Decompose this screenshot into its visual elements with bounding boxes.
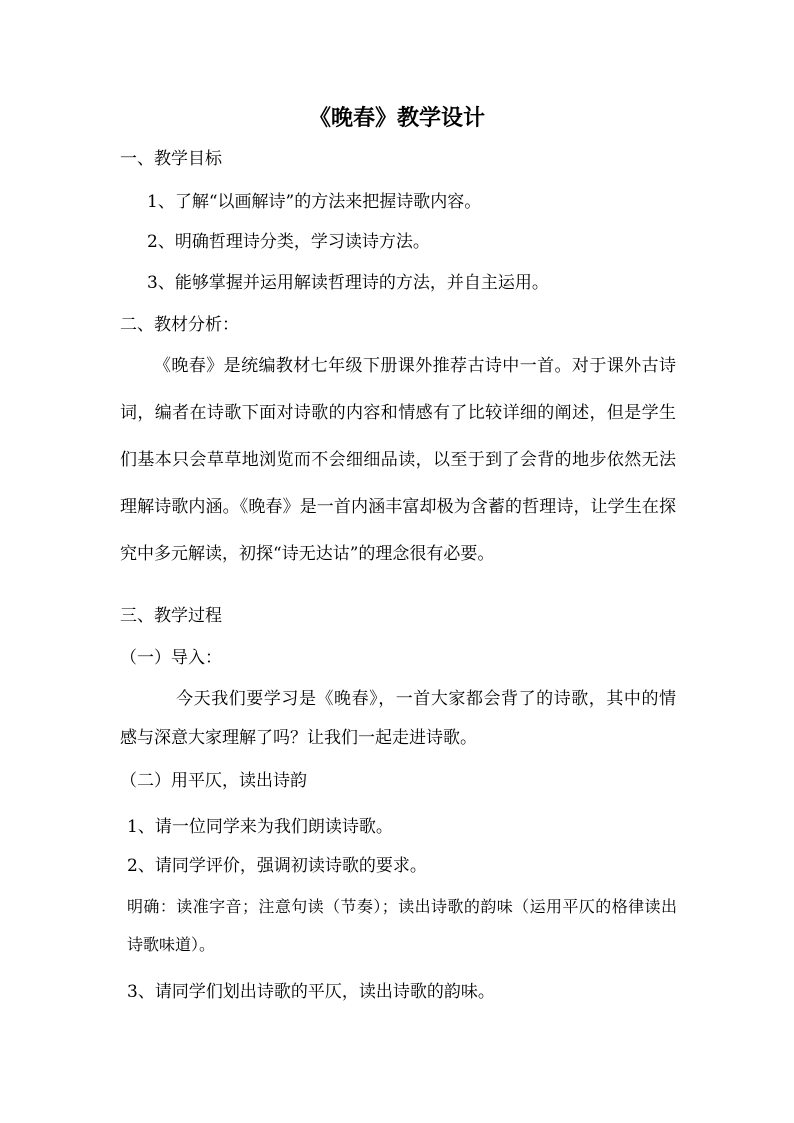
reading-note: 明确：读准字音；注意句读（节奏）；读出诗歌的韵味（运用平仄的格律读出诗歌味道）。	[127, 897, 677, 954]
objective-item-1: 1、了解“以画解诗”的方法来把握诗歌内容。	[147, 192, 482, 212]
objective-item-2: 2、明确哲理诗分类，学习读诗方法。	[147, 232, 430, 252]
objective-item-3: 3、能够掌握并运用解读哲理诗的方法，并自主运用。	[147, 273, 549, 293]
subsection-heading-reading: （二）用平仄，读出诗韵	[120, 771, 307, 791]
reading-item-2: 2、请同学评价，强调初读诗歌的要求。	[127, 856, 427, 876]
document-title: 《晚春》教学设计	[308, 105, 485, 131]
section-heading-analysis: 二、教材分析：	[120, 315, 239, 335]
section-heading-objectives: 一、教学目标	[120, 149, 222, 169]
analysis-paragraph: 《晚春》是统编教材七年级下册课外推荐古诗中一首。对于课外古诗词，编者在诗歌下面对诗歌的内容和情感有了比较详细的阐述，但是学生们基本只会草草地浏览而不会细细品读，以至于到了会背的地步依然无法理解诗歌内涵。《晚春》是一首内涵丰富却极为含蓄的哲理诗，让学生在探究中多元解读，初探“诗无达诂”的理念很有必要。	[120, 356, 676, 564]
intro-paragraph: 今天我们要学习是《晚春》，一首大家都会背了的诗歌，其中的情感与深意大家理解了吗？让我们一起走进诗歌。	[120, 689, 676, 748]
section-heading-process: 三、教学过程	[120, 606, 222, 626]
reading-item-1: 1、请一位同学来为我们朗读诗歌。	[127, 817, 393, 837]
subsection-heading-intro: （一）导入：	[120, 648, 222, 668]
reading-item-3: 3、请同学们划出诗歌的平仄，读出诗歌的韵味。	[127, 982, 495, 1002]
